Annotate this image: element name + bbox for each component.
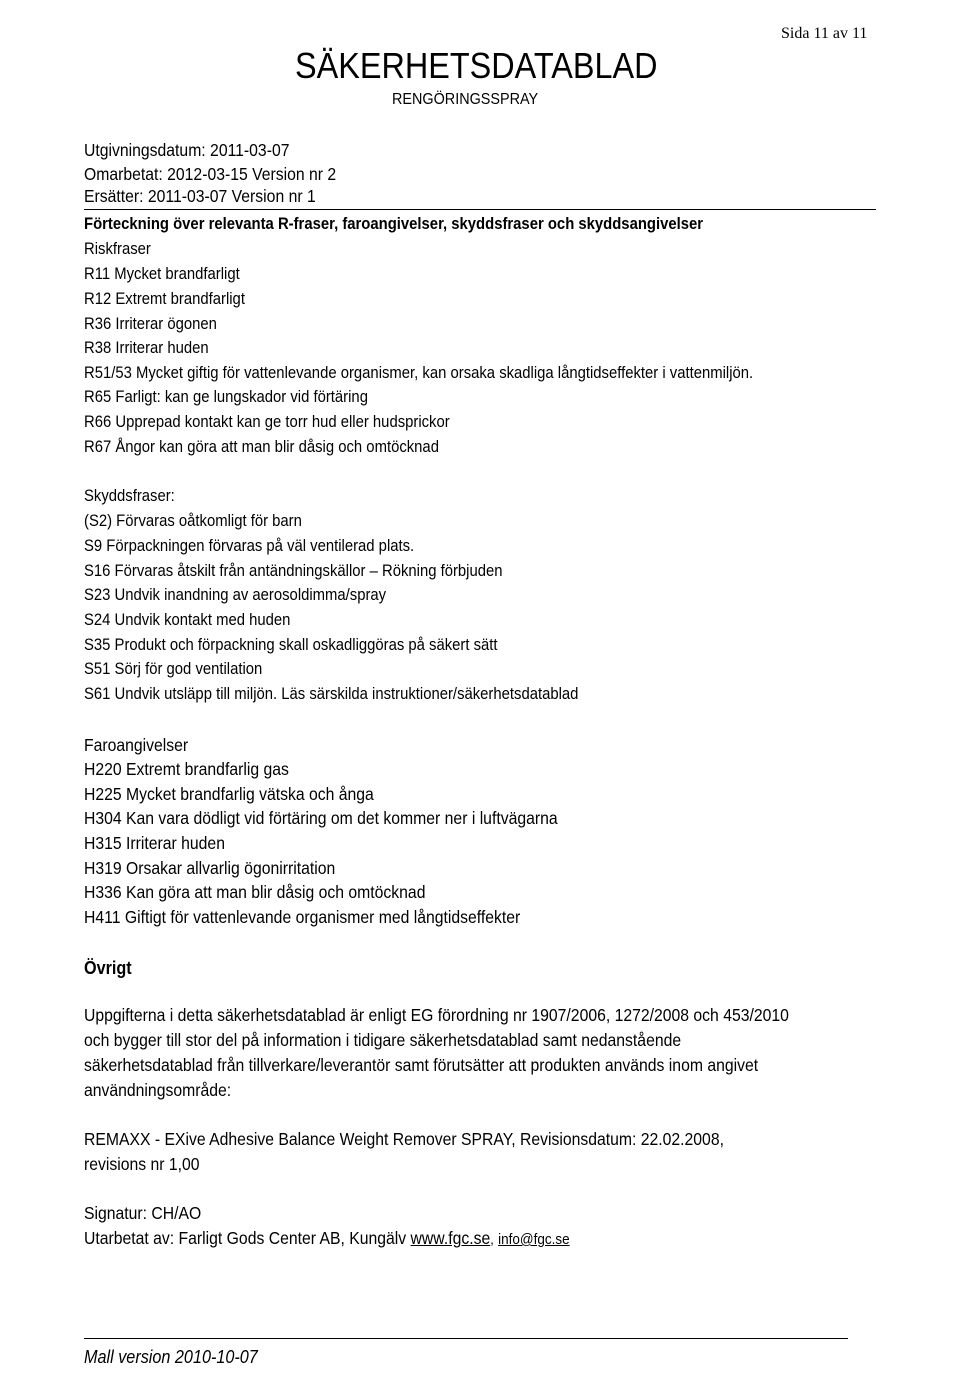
list-item: R65 Farligt: kan ge lungskador vid förtäring	[84, 388, 368, 406]
revised-date: Omarbetat: 2012-03-15 Version nr 2	[84, 164, 337, 184]
list-item: S9 Förpackningen förvaras på väl ventilerad plats.	[84, 537, 415, 555]
other-paragraph-line: Uppgifterna i detta säkerhetsdatablad är enligt EG förordning nr 1907/2006, 1272/2008 och 453/2010	[84, 1005, 789, 1025]
list-item: H411 Giftigt för vattenlevande organismer med långtidseffekter	[84, 907, 521, 927]
footer-rule	[84, 1338, 848, 1339]
footer-template-version: Mall version 2010-10-07	[84, 1347, 258, 1367]
list-item: R36 Irriterar ögonen	[84, 315, 217, 333]
list-item: H336 Kan göra att man blir dåsig och omtöcknad	[84, 882, 426, 902]
website-link[interactable]: www.fgc.se	[410, 1228, 491, 1248]
replaces-version: Ersätter: 2011-03-07 Version nr 1	[84, 186, 316, 206]
risk-phrases-heading: Riskfraser	[84, 240, 151, 258]
prepared-by	[84, 1228, 624, 1250]
section-heading: Förteckning över relevanta R-fraser, faroangivelser, skyddsfraser och skyddsangivelser	[84, 215, 704, 233]
list-item: S51 Sörj för god ventilation	[84, 660, 263, 678]
email-link[interactable]: info@fgc.se	[498, 1231, 570, 1248]
list-item: S16 Förvaras åtskilt från antändningskällor – Rökning förbjuden	[84, 562, 503, 580]
section-heading-rule	[84, 209, 876, 210]
hazard-statements-heading: Faroangivelser	[84, 735, 189, 755]
list-item: S24 Undvik kontakt med huden	[84, 611, 291, 629]
list-item: R12 Extremt brandfarligt	[84, 290, 245, 308]
issue-date: Utgivningsdatum: 2011-03-07	[84, 140, 290, 160]
list-item: (S2) Förvaras oåtkomligt för barn	[84, 512, 302, 530]
other-heading: Övrigt	[84, 958, 132, 978]
safety-phrases-heading: Skyddsfraser:	[84, 487, 175, 505]
page-number: Sida 11 av 11	[781, 25, 868, 42]
document-title: SÄKERHETSDATABLAD	[295, 45, 658, 86]
list-item: R51/53 Mycket giftig för vattenlevande organismer, kan orsaka skadliga långtidseffekter i vattenmiljön.	[84, 364, 754, 382]
list-item: S23 Undvik inandning av aerosoldimma/spray	[84, 586, 387, 604]
list-item: R38 Irriterar huden	[84, 339, 209, 357]
list-item: H315 Irriterar huden	[84, 833, 225, 853]
source-reference-line: revisions nr 1,00	[84, 1154, 200, 1174]
list-item: S35 Produkt och förpackning skall oskadliggöras på säkert sätt	[84, 636, 498, 654]
link-separator: ,	[490, 1231, 494, 1247]
product-name: RENGÖRINGSSPRAY	[392, 91, 539, 108]
list-item: R66 Upprepad kontakt kan ge torr hud eller hudsprickor	[84, 413, 450, 431]
other-paragraph-line: användningsområde:	[84, 1080, 232, 1100]
other-paragraph-line: säkerhetsdatablad från tillverkare/leverantör samt förutsätter att produkten används inom angivet	[84, 1055, 759, 1075]
list-item: R67 Ångor kan göra att man blir dåsig och omtöcknad	[84, 438, 439, 456]
list-item: R11 Mycket brandfarligt	[84, 265, 240, 283]
list-item: H304 Kan vara dödligt vid förtäring om det kommer ner i luftvägarna	[84, 808, 558, 828]
list-item: H220 Extremt brandfarlig gas	[84, 759, 289, 779]
other-paragraph-line: och bygger till stor del på information i tidigare säkerhetsdatablad samt nedanstående	[84, 1030, 682, 1050]
signature: Signatur: CH/AO	[84, 1203, 202, 1223]
list-item: H225 Mycket brandfarlig vätska och ånga	[84, 784, 374, 804]
source-reference-line: REMAXX - EXive Adhesive Balance Weight Remover SPRAY, Revisionsdatum: 22.02.2008,	[84, 1129, 724, 1149]
prepared-by-text: Utarbetat av: Farligt Gods Center AB, Kungälv	[84, 1228, 407, 1248]
list-item: S61 Undvik utsläpp till miljön. Läs särskilda instruktioner/säkerhetsdatablad	[84, 685, 579, 703]
list-item: H319 Orsakar allvarlig ögonirritation	[84, 858, 336, 878]
